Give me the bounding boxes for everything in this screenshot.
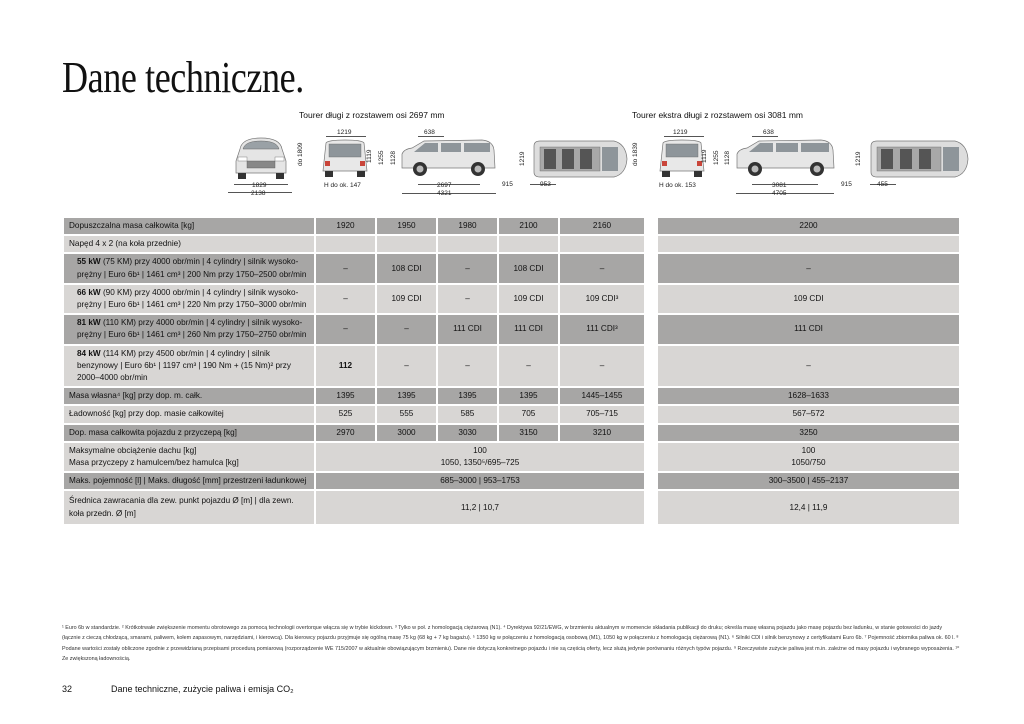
row-label-permissible-weight: Dopuszczalna masa całkowita [kg]: [64, 218, 314, 234]
table-cell: –: [316, 315, 375, 343]
engine-description: (75 KM) przy 4000 obr/min | 4 cylindry | silnik wysoko-prężny | Euro 6b¹ | 1461 cm³ | 200 Nm przy 1750–2500 obr/min: [77, 257, 307, 279]
table-row: [64, 473, 959, 489]
rear-ground-clearance-label: H do ok. 147: [324, 182, 361, 189]
table-cell: 3030: [438, 425, 497, 441]
diagram-heading-long: Tourer długi z rozstawem osi 2697 mm: [299, 110, 445, 120]
table-cell: 109 CDI: [499, 285, 558, 313]
table-cell: 109 CDI³: [560, 285, 644, 313]
table-cell: 1980: [438, 218, 497, 234]
table-row: [64, 315, 959, 343]
side-height-1-label: 1255: [378, 150, 385, 165]
row-label-engine-81kw: [64, 315, 314, 343]
table-cell: –: [377, 346, 436, 387]
row-label-cargo-capacity: Maks. pojemność [l] | Maks. długość [mm] przestrzeni ładunkowej: [64, 473, 314, 489]
table-cell: –: [438, 346, 497, 387]
xl-van-rear-view-image: [657, 139, 707, 179]
xl-side-wheelbase-label: 3081: [772, 182, 787, 189]
table-cell-extra-long: 1628–1633: [658, 388, 959, 404]
table-cell: 111 CDI: [438, 315, 497, 343]
table-row: [64, 491, 959, 523]
table-cell: –: [316, 285, 375, 313]
table-cell-extra-long: 300–3500 | 455–2137: [658, 473, 959, 489]
table-cell: 3000: [377, 425, 436, 441]
table-cell: 705: [499, 406, 558, 422]
table-row: [64, 346, 959, 387]
technical-data-table: [62, 216, 961, 526]
xl-side-door-label: 638: [763, 129, 774, 136]
table-cell: –: [560, 346, 644, 387]
side-rear-overhang-label: 915: [502, 181, 513, 188]
table-cell-extra-long: –: [658, 254, 959, 282]
table-cell: –: [438, 254, 497, 282]
engine-description: (110 KM) przy 4000 obr/min | 4 cylindry | silnik wysoko-prężny | Euro 6b¹ | 1461 cm³ | 260 Nm przy 1750–2750 obr/min: [77, 318, 307, 340]
row-label-gross-combination-weight: Dop. masa całkowita pojazdu z przyczepą [kg]: [64, 425, 314, 441]
table-row: [64, 218, 959, 234]
trailer-load-value-extra-long: 1050/750: [791, 458, 826, 468]
xl-side-height-1-label: 1255: [713, 150, 720, 165]
table-cell: 1395: [316, 388, 375, 404]
table-row: [64, 443, 959, 471]
engine-description: (114 KM) przy 4500 obr/min | 4 cylindry | silnik benzynowy | Euro 6b¹ | 1197 cm³ | 190 Nm + (15 Nm)² przy 2000–4000 obr/min: [77, 348, 291, 383]
row-label-engine-55kw: [64, 254, 314, 282]
rear-right-height-label: 1119: [366, 149, 373, 163]
table-cell: 525: [316, 406, 375, 422]
table-row: [64, 388, 959, 404]
side-wheelbase-label: 2697: [437, 182, 452, 189]
table-cell: 1445–1455: [560, 388, 644, 404]
table-cell: 3210: [560, 425, 644, 441]
table-cell: –: [316, 254, 375, 282]
table-cell-extra-long: 567–572: [658, 406, 959, 422]
row-label-engine-84kw: [64, 346, 314, 387]
engine-power: 66 kW: [77, 287, 101, 297]
diagram-heading-extra-long: Tourer ekstra długi z rozstawem osi 3081 mm: [632, 110, 804, 120]
roof-load-value: 100: [473, 445, 487, 455]
xl-top-cargo-length-label: 455: [877, 181, 888, 188]
table-cell: 108 CDI: [499, 254, 558, 282]
table-cell: 112: [316, 346, 375, 387]
engine-power: 81 kW: [77, 318, 101, 328]
xl-top-width-label: 1219: [855, 151, 862, 166]
engine-description: (90 KM) przy 4000 obr/min | 4 cylindry | silnik wysoko-prężny | Euro 6b¹ | 1461 cm³ | 220 Nm przy 1750–3000 obr/min: [77, 287, 307, 310]
rear-width-label: 1219: [337, 129, 352, 136]
van-side-view-image: [398, 138, 498, 180]
xl-rear-width-label: 1219: [673, 129, 688, 136]
side-door-label: 638: [424, 129, 435, 136]
table-cell: –: [499, 346, 558, 387]
table-cell-extra-long: 111 CDI: [658, 315, 959, 343]
xl-van-side-view-image: [733, 138, 837, 180]
table-row: [64, 236, 959, 252]
trailer-load-value: 1050, 1350⁵/695–725: [440, 458, 520, 468]
table-cell-extra-long: 109 CDI: [658, 285, 959, 313]
table-cell: 585: [438, 406, 497, 422]
table-cell: 109 CDI: [377, 285, 436, 313]
row-label-engine-66kw: [64, 285, 314, 313]
row-label-payload: Ładowność [kg] przy dop. masie całkowitej: [64, 406, 314, 422]
page-number: 32: [62, 684, 73, 694]
xl-rear-ground-clearance-label: H do ok. 153: [659, 182, 696, 189]
engine-power: 55 kW: [77, 257, 101, 267]
row-label-drive: Napęd 4 x 2 (na koła przednie): [64, 236, 314, 252]
table-row: [64, 285, 959, 313]
xl-side-length-label: 4705: [772, 190, 787, 197]
table-cell: 1950: [377, 218, 436, 234]
top-width-label: 1219: [519, 151, 526, 166]
table-row: [64, 425, 959, 441]
table-cell: 111 CDI: [499, 315, 558, 343]
row-label-roof-trailer-load: [64, 443, 314, 471]
table-cell-merged: 685–3000 | 953–1753: [316, 473, 644, 489]
footnotes: ¹ Euro 6b w standardzie. ² Krótkotrwałe zwiększenie momentu obrotowego za pomocą technologii overtorque włącza się w trybie kickdown. ³ Tylko w poł. z homologacją ciężarową (N1). ⁴ Dyrektywa 92/21/EWG, w brzmieniu aktualnym w momencie składania publikacji do druku; określa masę własną pojazdu jako masę pojazdu bez ładunku, w stanie gotowości do jazdy (łącznie z cieczą chłodzącą, smarami, paliwem, kołem zapasowym, narzędziami, i kierowcą). Dla kierowcy pojazdu przyjmuje się ogólną masę 75 kg (68 kg + 7 kg bagażu). ⁵ 1350 kg w połączeniu z homologacją osobową (M1), 1050 kg w połączeniu z homologacją ciężarową (N1). ⁶ Silniki CDI i silnik benzynowy z certyfikatami Euro 6b. ⁷ Pojemność zbiornika paliwa ok. 60 l. ⁸ Podane wartości zostały obliczone zgodnie z przewidzianą przepisami procedurą pomiarową (rozporządzenie WE 715/2007 w aktualnie obowiązującym brzmieniu). Dane nie dotyczą konkretnego pojazdu i nie są częścią oferty, lecz służą jedynie porównaniu różnych typów pojazdu. ⁹ Rzeczywiste zużycie paliwa jest m.in. zależne od masy pojazdu i wybranego wyposażenia. ¹⁰ Ze zwiększoną ładownością.: [62, 625, 960, 663]
van-top-view-image: [530, 138, 630, 180]
roof-load-label: Maksymalne obciążenie dachu [kg]: [69, 445, 197, 455]
table-cell: 1920: [316, 218, 375, 234]
xl-rear-height-label: do 1839: [632, 142, 639, 166]
engine-power: 84 kW: [77, 348, 101, 358]
table-cell-merged: 11,2 | 10,7: [316, 491, 644, 523]
side-length-label: 4321: [437, 190, 452, 197]
table-cell-extra-long: 2200: [658, 218, 959, 234]
table-cell: 555: [377, 406, 436, 422]
xl-rear-right-height-label: 1119: [701, 149, 708, 163]
table-cell-extra-long: [658, 443, 959, 471]
xl-van-top-view-image: [867, 138, 971, 180]
table-cell: 3150: [499, 425, 558, 441]
page-section-title: Dane techniczne, zużycie paliwa i emisja CO₂: [111, 684, 294, 694]
page-title: Dane techniczne.: [62, 53, 304, 102]
front-width-label: 1829: [252, 182, 267, 189]
table-cell: 2100: [499, 218, 558, 234]
row-label-turning-circle: Średnica zawracania dla zew. punkt pojazdu Ø [m] | dla zewn. koła przedn. Ø [m]: [64, 491, 314, 523]
table-row: [64, 254, 959, 282]
table-cell: –: [438, 285, 497, 313]
van-front-view-image: [232, 135, 290, 181]
van-rear-view-image: [320, 139, 370, 179]
table-cell: 705–715: [560, 406, 644, 422]
table-cell-merged: [316, 443, 644, 471]
table-row: [64, 406, 959, 422]
row-label-curb-weight: Masa własna⁴ [kg] przy dop. m. całk.: [64, 388, 314, 404]
top-cargo-length-label: 953: [540, 181, 551, 188]
front-width-mirrors-label: 2138: [251, 190, 266, 197]
table-cell-extra-long: 3250: [658, 425, 959, 441]
table-cell: 2970: [316, 425, 375, 441]
side-height-2-label: 1128: [390, 151, 397, 165]
table-cell: –: [560, 254, 644, 282]
table-cell: 1395: [499, 388, 558, 404]
rear-height-label: do 1809: [297, 142, 304, 166]
xl-side-rear-overhang-label: 915: [841, 181, 852, 188]
table-cell-extra-long: 12,4 | 11,9: [658, 491, 959, 523]
table-cell: 108 CDI: [377, 254, 436, 282]
table-cell: 1395: [377, 388, 436, 404]
table-cell-extra-long: –: [658, 346, 959, 387]
xl-side-height-2-label: 1128: [724, 151, 731, 165]
table-cell: 111 CDI³: [560, 315, 644, 343]
trailer-load-label: Masa przyczepy z hamulcem/bez hamulca [kg]: [69, 458, 239, 468]
table-cell: 2160: [560, 218, 644, 234]
table-cell: 1395: [438, 388, 497, 404]
roof-load-value-extra-long: 100: [801, 445, 816, 455]
table-cell: –: [377, 315, 436, 343]
